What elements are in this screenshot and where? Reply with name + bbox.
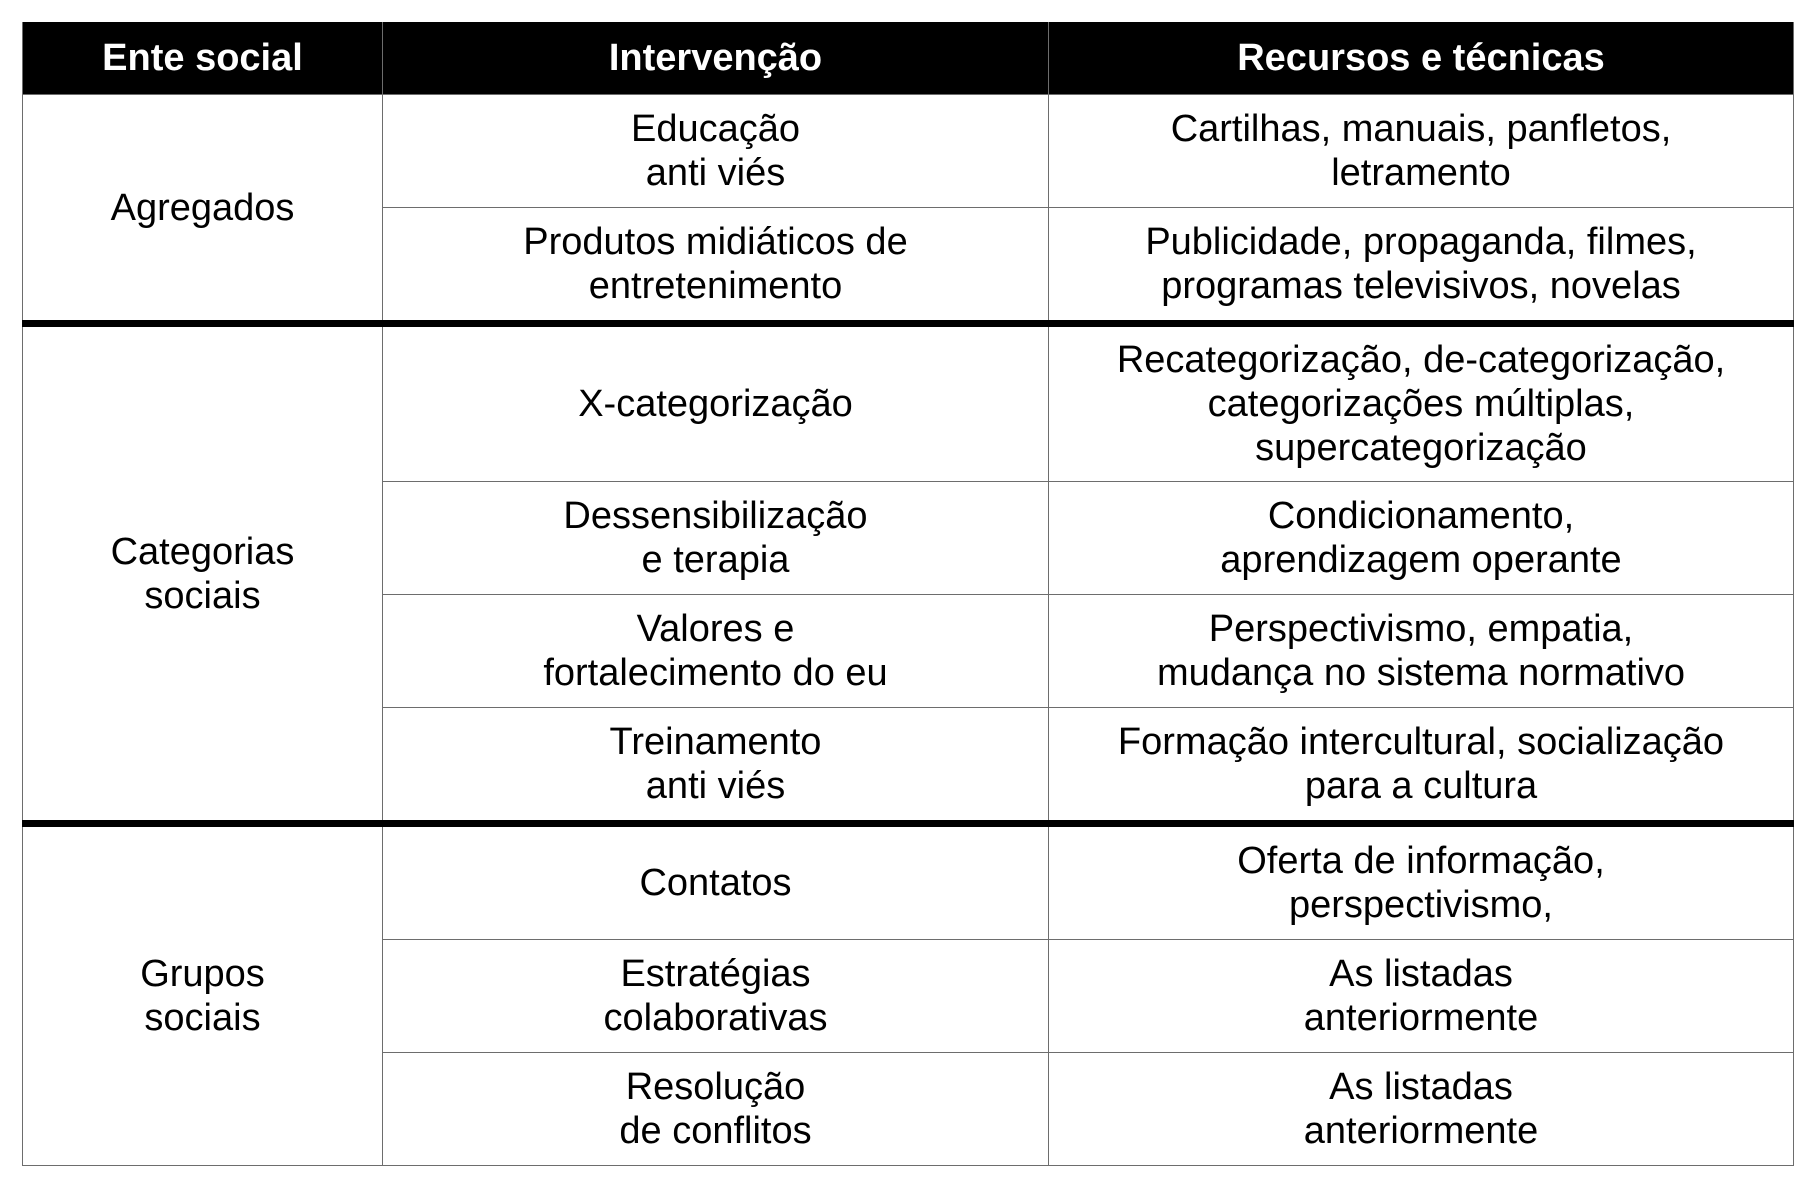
intervencao-cell: Produtos midiáticos de entretenimento (383, 208, 1049, 324)
recursos-cell: Perspectivismo, empatia, mudança no sistema normativo (1049, 595, 1794, 708)
intervencao-cell: Contatos (383, 824, 1049, 940)
recursos-cell: Condicionamento, aprendizagem operante (1049, 482, 1794, 595)
intervencao-cell: Resolução de conflitos (383, 1053, 1049, 1166)
intervencao-cell: X-categorização (383, 324, 1049, 482)
recursos-cell: Publicidade, propaganda, filmes, programas televisivos, novelas (1049, 208, 1794, 324)
interventions-table (22, 22, 1794, 1166)
ente-cell-grupos-sociais: Grupos sociais (23, 824, 383, 1166)
ente-cell-agregados: Agregados (23, 95, 383, 324)
intervencao-cell: Educação anti viés (383, 95, 1049, 208)
recursos-cell: Formação intercultural, socialização para a cultura (1049, 708, 1794, 824)
intervencao-cell: Estratégias colaborativas (383, 940, 1049, 1053)
recursos-cell: As listadas anteriormente (1049, 940, 1794, 1053)
ente-cell-categorias-sociais: Categorias sociais (23, 324, 383, 824)
header-recursos-tecnicas: Recursos e técnicas (1049, 22, 1794, 95)
table-row (23, 324, 1794, 482)
header-intervencao: Intervenção (383, 22, 1049, 95)
header-row (23, 22, 1794, 95)
recursos-cell: Oferta de informação, perspectivismo, (1049, 824, 1794, 940)
intervencao-cell: Valores e fortalecimento do eu (383, 595, 1049, 708)
recursos-cell: As listadas anteriormente (1049, 1053, 1794, 1166)
recursos-cell: Cartilhas, manuais, panfletos, letramento (1049, 95, 1794, 208)
recursos-cell: Recategorização, de-categorização, categorizações múltiplas, supercategorização (1049, 324, 1794, 482)
table-row (23, 95, 1794, 208)
intervencao-cell: Treinamento anti viés (383, 708, 1049, 824)
intervencao-cell: Dessensibilização e terapia (383, 482, 1049, 595)
header-ente-social: Ente social (23, 22, 383, 95)
table-row (23, 824, 1794, 940)
